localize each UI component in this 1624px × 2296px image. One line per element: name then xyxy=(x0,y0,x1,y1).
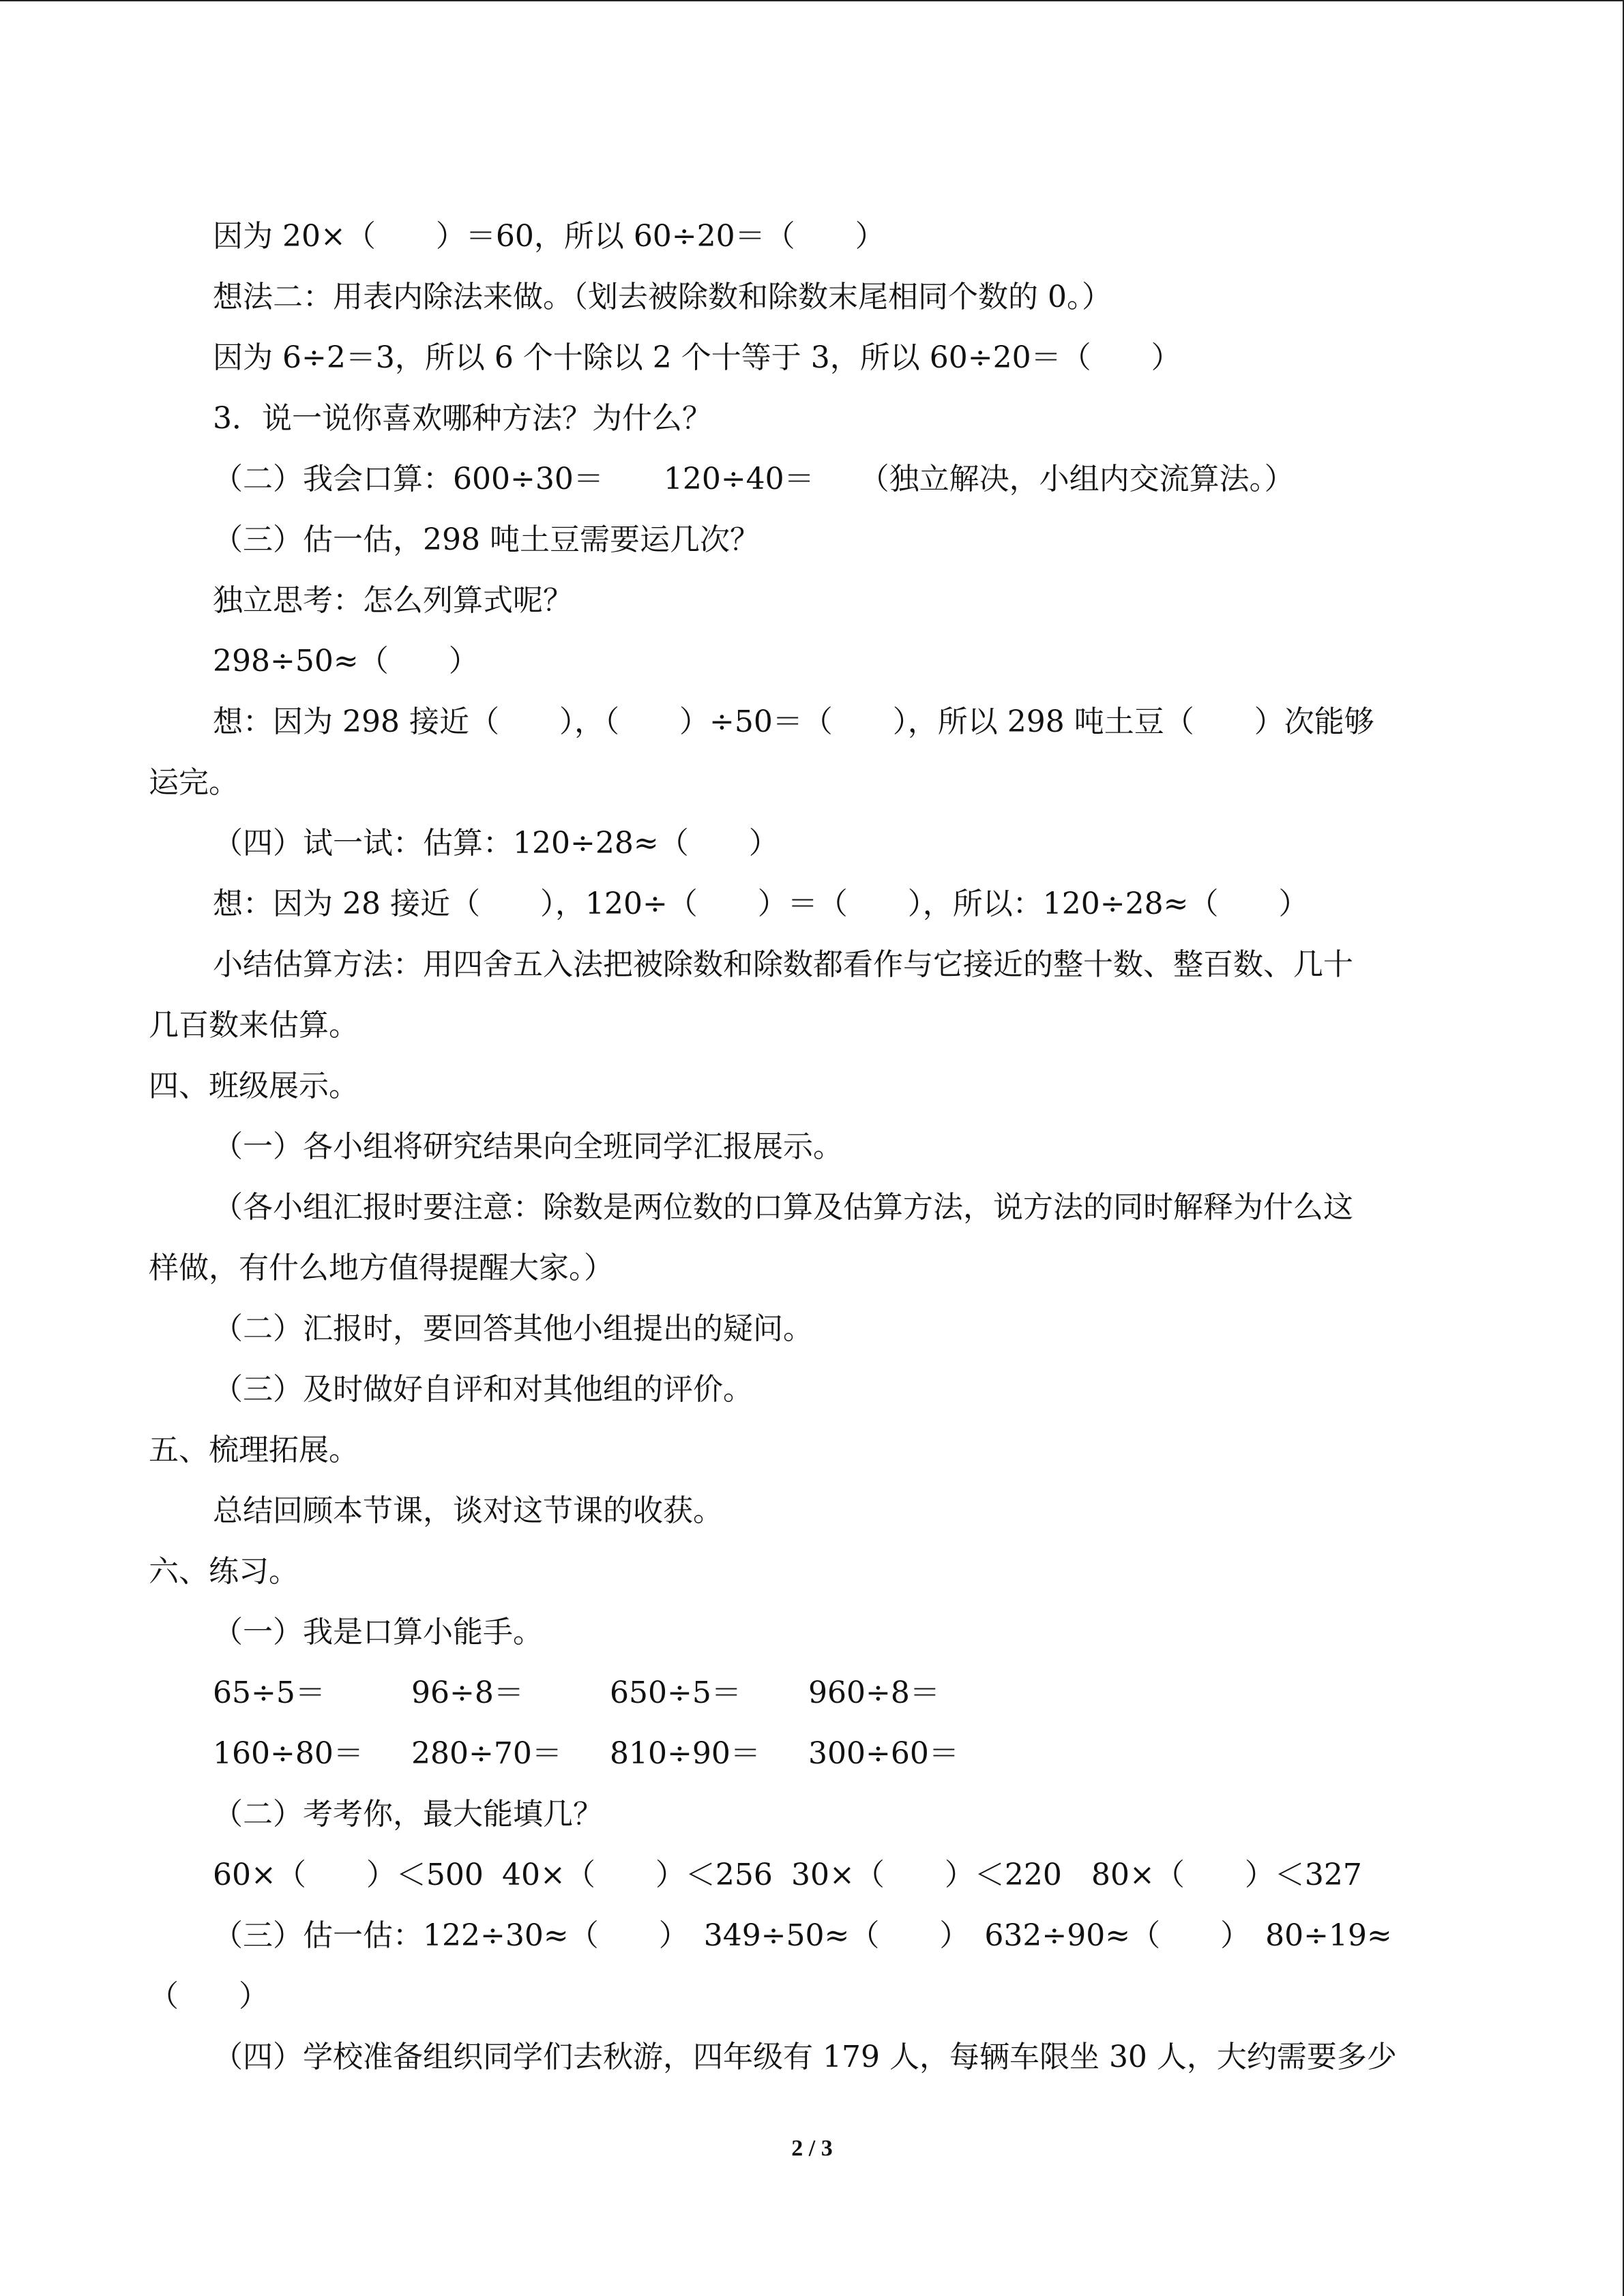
section-heading: 五、梳理拓展。 xyxy=(149,1433,359,1467)
text-line: （ ） xyxy=(149,1979,269,2014)
text-line: （各小组汇报时要注意：除数是两位数的口算及估算方法，说方法的同时解释为什么这 xyxy=(213,1190,1353,1225)
oral-calc-item: 65÷5＝ xyxy=(213,1675,325,1710)
text-line: 独立思考：怎么列算式呢？ xyxy=(213,583,573,618)
oral-calc-item: 300÷60＝ xyxy=(808,1736,959,1771)
text-line: 因为 20×（ ）＝60，所以 60÷20＝（ ） xyxy=(213,219,885,254)
oral-calc-item: 160÷80＝ xyxy=(213,1736,364,1771)
section-heading: 四、班级展示。 xyxy=(149,1069,359,1103)
oral-calc-item: 810÷90＝ xyxy=(610,1736,761,1771)
page-number: 2 / 3 xyxy=(791,2136,833,2161)
section-heading: 六、练习。 xyxy=(149,1554,299,1589)
text-line: （四）学校准备组织同学们去秋游，四年级有 179 人，每辆车限坐 30 人，大约需要多少 xyxy=(213,2040,1397,2074)
text-line: （四）试一试：估算：120÷28≈（ ） xyxy=(213,826,779,861)
oral-calc-item: 280÷70＝ xyxy=(411,1736,562,1771)
text-line: 想：因为 28 接近（ ），120÷（ ）＝（ ），所以：120÷28≈（ ） xyxy=(213,886,1309,921)
oral-calc-item: 960÷8＝ xyxy=(808,1675,940,1710)
text-line: 3．说一说你喜欢哪种方法？为什么？ xyxy=(213,401,712,436)
max-fill-item: 80×（ ）＜327 xyxy=(1091,1858,1362,1892)
text-line: 298÷50≈（ ） xyxy=(213,644,479,679)
text-line: （二）考考你，最大能填几？ xyxy=(213,1797,603,1832)
text-line: 总结回顾本节课，谈对这节课的收获。 xyxy=(213,1493,723,1528)
max-fill-item: 40×（ ）＜256 xyxy=(502,1858,773,1892)
max-fill-item: 30×（ ）＜220 xyxy=(791,1858,1062,1892)
text-line: （二）我会口算：600÷30＝ 120÷40＝ （独立解决，小组内交流算法。） xyxy=(213,462,1295,496)
oral-calc-item: 96÷8＝ xyxy=(411,1675,524,1710)
max-fill-item: 60×（ ）＜500 xyxy=(213,1858,484,1892)
text-line: 几百数来估算。 xyxy=(149,1008,359,1043)
oral-calc-row xyxy=(149,1723,1486,1784)
text-line: 想：因为 298 接近（ ），（ ）÷50＝（ ），所以 298 吨土豆（ ）次能够 xyxy=(213,704,1374,739)
text-line: （一）我是口算小能手。 xyxy=(213,1615,543,1650)
text-line: 因为 6÷2＝3，所以 6 个十除以 2 个十等于 3，所以 60÷20＝（ ） xyxy=(213,340,1181,375)
text-line: （二）汇报时，要回答其他小组提出的疑问。 xyxy=(213,1311,813,1346)
max-fill-row xyxy=(149,1845,1486,1905)
text-line: 想法二：用表内除法来做。（划去被除数和除数末尾相同个数的 0。） xyxy=(213,280,1112,314)
text-line: 样做，有什么地方值得提醒大家。） xyxy=(149,1251,614,1285)
oral-calc-item: 650÷5＝ xyxy=(610,1675,741,1710)
oral-calc-row xyxy=(149,1663,1486,1723)
text-line: （三）估一估，298 吨土豆需要运几次？ xyxy=(213,522,760,557)
document-body xyxy=(149,206,1486,2087)
text-line: （一）各小组将研究结果向全班同学汇报展示。 xyxy=(213,1129,843,1164)
text-line: 小结估算方法：用四舍五入法把被除数和除数都看作与它接近的整十数、整百数、几十 xyxy=(213,947,1353,982)
text-line: （三）估一估：122÷30≈（ ） 349÷50≈（ ） 632÷90≈（ ） 80÷19≈ xyxy=(213,1918,1392,1953)
text-line: 运完。 xyxy=(149,765,239,800)
text-line: （三）及时做好自评和对其他组的评价。 xyxy=(213,1372,753,1407)
